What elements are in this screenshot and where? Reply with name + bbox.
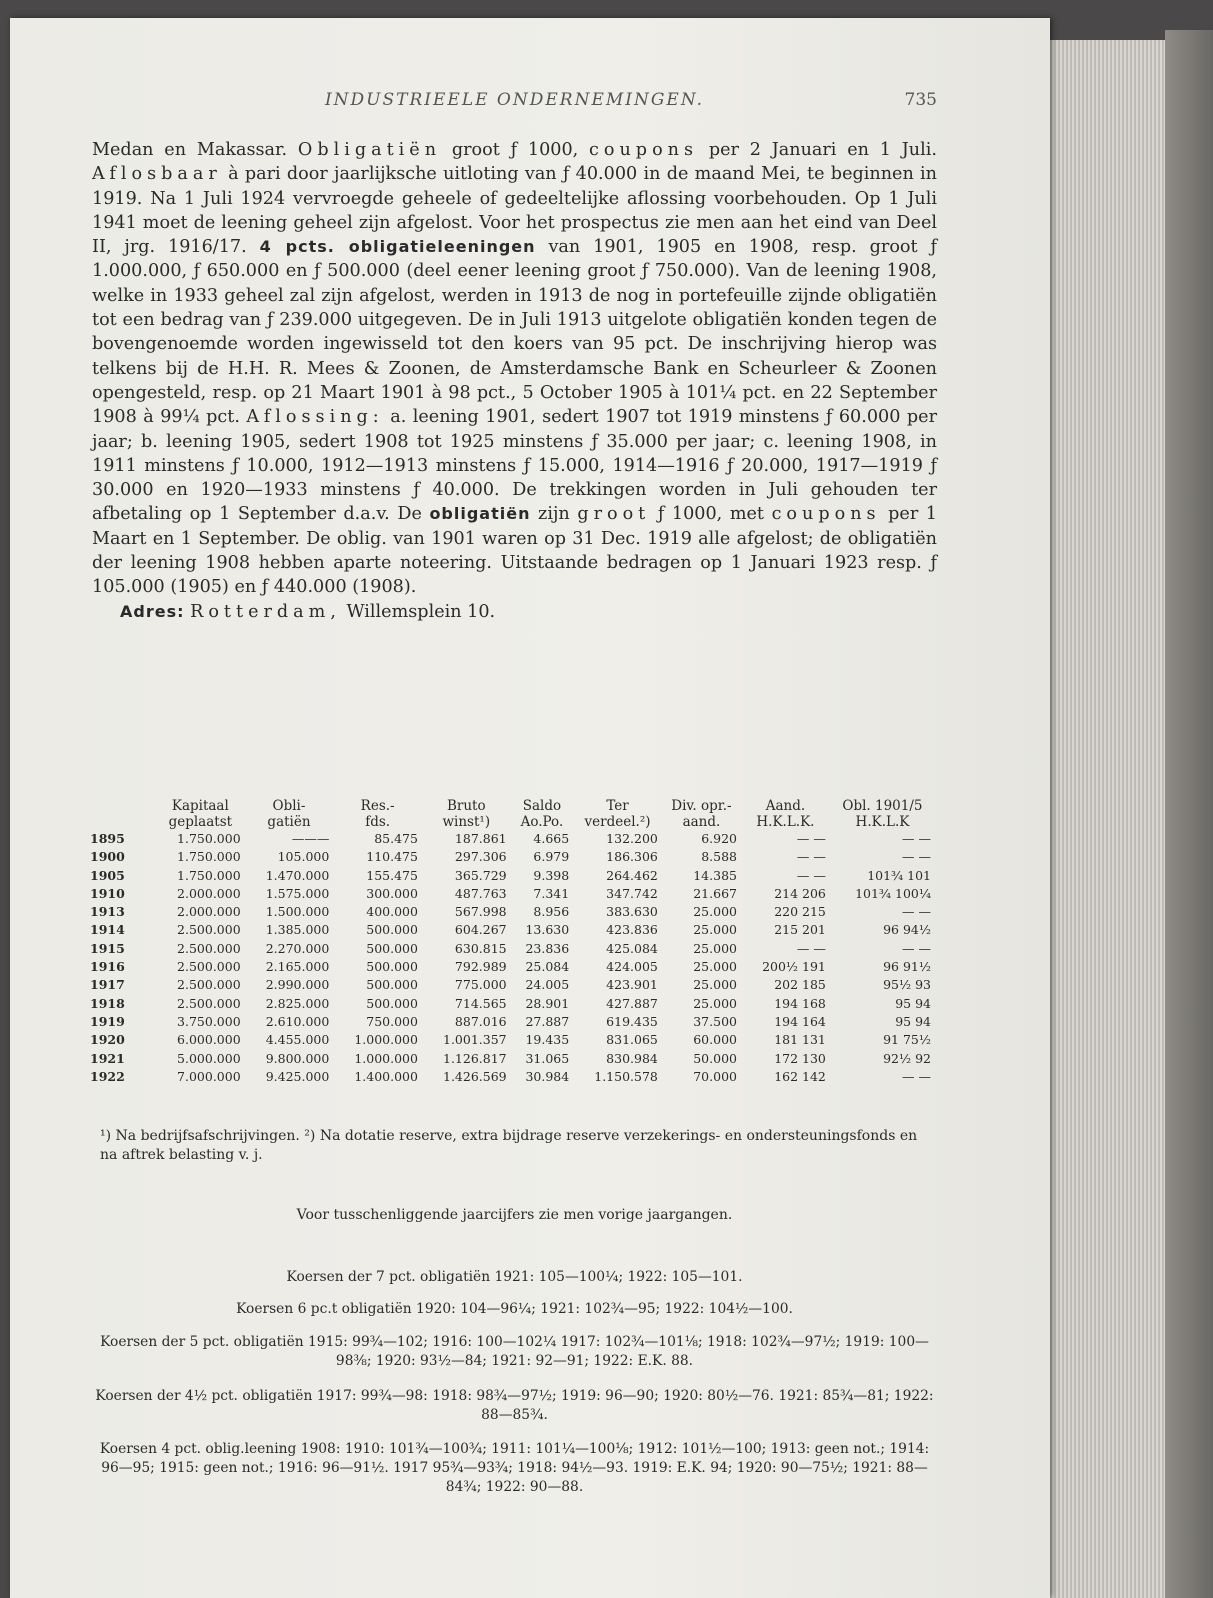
- table-cell: 23.836: [525, 940, 570, 956]
- koersen-line: Koersen der 7 pct. obligatiën 1921: 105—100¼; 1922: 105—101.: [286, 1269, 743, 1285]
- running-header: [92, 90, 937, 110]
- table-cell: 25.000: [693, 904, 737, 920]
- table-cell: 1.426.569: [443, 1068, 507, 1084]
- bold-heading: 4 pcts. obligatieleeningen: [259, 237, 536, 257]
- spaced-word: coupons: [589, 140, 699, 160]
- spaced-word: Obligatiën: [297, 140, 442, 160]
- table-cell: — —: [796, 940, 826, 956]
- table-row: [90, 976, 935, 994]
- koersen-line: Koersen 4 pct. oblig.leening 1908: 1910: 101¾—100¾; 1911: 101¼—100⅛; 1912: 101½—100; 1913: geen not.; 1914: 96—95; 1915: geen not.; 1916: 96—91½. 1917 95¾—93¾; 1918: 94½—93. 1919: E.K. 94; 1920: 90—75½; 1921: 88—84¾; 1922: 90—88.: [99, 1441, 930, 1495]
- table-cell: 750.000: [366, 1013, 418, 1029]
- table-cell: 110.475: [366, 849, 418, 865]
- table-cell: 172 130: [774, 1050, 826, 1066]
- column-header: Obli- gatiën: [267, 798, 311, 830]
- table-cell: 2.500.000: [177, 940, 241, 956]
- table-cell: — —: [796, 867, 826, 883]
- year-cell: 1915: [90, 940, 125, 956]
- table-cell: 162 142: [774, 1068, 826, 1084]
- table-cell: 24.005: [525, 977, 570, 993]
- address-street: Willemsplein 10.: [340, 601, 496, 622]
- table-cell: 604.267: [454, 922, 507, 938]
- table-cell: 792.989: [454, 959, 507, 975]
- table-cell: 775.000: [454, 977, 507, 993]
- table-cell: — —: [796, 831, 826, 846]
- body-paragraph: [92, 138, 937, 624]
- table-row: [90, 830, 935, 848]
- table-cell: 500.000: [366, 977, 418, 993]
- table-cell: 60.000: [693, 1032, 737, 1048]
- table-cell: 2.825.000: [265, 995, 330, 1011]
- table-cell: 9.425.000: [265, 1068, 330, 1084]
- header-title: INDUSTRIEELE ONDERNEMINGEN.: [324, 90, 705, 110]
- table-cell: 830.984: [606, 1050, 658, 1066]
- body-text: ƒ 1000, met: [650, 504, 772, 525]
- address-city: Rotterdam,: [190, 601, 341, 622]
- table-cell: 1.126.817: [443, 1050, 507, 1066]
- page-number: 735: [904, 90, 937, 110]
- table-body: [90, 830, 935, 1086]
- body-text: a. leening 1901, sedert 1907 tot 1919 minstens ƒ 60.000 per jaar; b. leening 1905, sedert 1908 tot 1925 minstens ƒ 35.000 per jaar; c. leening 1908, in 1911 minstens ƒ 10.000, 1912—1913 minstens ƒ 15.000, 1914—1916 ƒ 20.000, 1917—1919 ƒ 30.000 en 1920—1933 minstens ƒ 40.000. De trekkingen worden in Juli gehouden ter afbetaling op 1 September d.a.v. De: [92, 407, 937, 525]
- table-cell: 6.920: [701, 831, 737, 846]
- column-header: Kapitaal geplaatst: [168, 798, 233, 830]
- spaced-word: coupons: [771, 504, 881, 525]
- table-cell: 200½ 191: [762, 959, 826, 975]
- table-cell: 9.800.000: [265, 1050, 330, 1066]
- table-cell: 1.001.357: [443, 1032, 507, 1048]
- table-cell: 487.763: [454, 885, 507, 901]
- column-header: [90, 798, 156, 830]
- table-cell: 95½ 93: [883, 977, 931, 993]
- table-cell: 132.200: [606, 831, 658, 846]
- table-cell: 31.065: [525, 1050, 570, 1066]
- table-cell: 14.385: [693, 867, 737, 883]
- table-cell: 2.000.000: [177, 885, 241, 901]
- year-cell: 1916: [90, 959, 125, 975]
- year-cell: 1905: [90, 867, 125, 883]
- table-cell: 365.729: [454, 867, 507, 883]
- table-cell: 630.815: [454, 940, 507, 956]
- table-row: [90, 940, 935, 958]
- table-cell: 297.306: [454, 849, 507, 865]
- year-cell: 1922: [90, 1068, 125, 1084]
- table-cell: 2.270.000: [265, 940, 330, 956]
- table-cell: 2.500.000: [177, 977, 241, 993]
- table-row: [90, 1068, 935, 1086]
- table-cell: — —: [902, 831, 931, 846]
- table-cell: 8.956: [533, 904, 570, 920]
- table-cell: 500.000: [366, 995, 418, 1011]
- body-text: per 2 Januari en 1 Juli.: [698, 140, 937, 160]
- table-cell: 264.462: [606, 867, 658, 883]
- column-header: Saldo Ao.Po.: [520, 798, 564, 830]
- table-cell: 2.165.000: [265, 959, 330, 975]
- table-cell: 831.065: [606, 1032, 658, 1048]
- body-text: Medan en Makassar.: [92, 140, 298, 160]
- table-cell: 8.588: [701, 849, 737, 865]
- column-header: Bruto winst¹): [442, 798, 491, 830]
- footnote: ¹) Na bedrijfsafschrijvingen. ²) Na dotatie reserve, extra bijdrage reserve verzekerings- en ondersteuningsfonds en na aftrek belasting v. j.: [100, 1128, 918, 1163]
- table-cell: 2.610.000: [265, 1013, 330, 1029]
- koersen-line: Koersen der 4½ pct. obligatiën 1917: 99¾—98: 1918: 98¾—97½; 1919: 96—90; 1920: 80½—76. 1921: 85¾—81; 1922: 88—85¾.: [95, 1388, 934, 1423]
- body-text: à pari door jaarlijksche uitloting van ƒ 40.000 in de maand Mei, te beginnen in 1919. Na 1 Juli 1924 vervroegde geheele of gedeeltelijke aflossing voorbehouden. Op 1 Juli 1941 moet de leening geheel zijn afgelost. Voor het prospectus zie men aan het eind van Deel II, jrg. 1916/17.: [92, 164, 937, 258]
- table-cell: 427.887: [606, 995, 658, 1011]
- table-cell: 400.000: [366, 904, 418, 920]
- year-cell: 1900: [90, 849, 125, 865]
- table-row: [90, 885, 935, 903]
- table-cell: 96 94½: [883, 922, 931, 938]
- koersen-line: Koersen 6 pc.t obligatiën 1920: 104—96¼; 1921: 102¾—95; 1922: 104½—100.: [236, 1301, 793, 1317]
- table-cell: 25.000: [693, 922, 737, 938]
- table-cell: ———: [291, 831, 330, 846]
- table-row: [90, 903, 935, 921]
- year-cell: 1919: [90, 1013, 125, 1029]
- year-cell: 1914: [90, 922, 125, 938]
- table-cell: 4.455.000: [265, 1032, 330, 1048]
- table-cell: 424.005: [606, 959, 658, 975]
- table-cell: — —: [902, 904, 931, 920]
- year-cell: 1918: [90, 995, 125, 1011]
- table-cell: 714.565: [454, 995, 507, 1011]
- table-cell: 5.000.000: [177, 1050, 241, 1066]
- table-cell: 9.398: [533, 867, 570, 883]
- address-label: Adres:: [120, 601, 185, 621]
- table-cell: 7.341: [533, 885, 570, 901]
- body-text: per 1 Maart en 1 September. De oblig. van 1901 waren op 31 Dec. 1919 alle afgelost; de obligatiën der leening 1908 hebben aparte noteering. Uitstaande bedragen op 1 Januari 1923 resp. ƒ 105.000 (1905) en ƒ 440.000 (1908).: [92, 504, 937, 598]
- table-cell: 4.665: [533, 831, 570, 846]
- table-cell: 25.000: [693, 940, 737, 956]
- table-cell: 215 201: [774, 922, 826, 938]
- table-cell: 28.901: [525, 995, 570, 1011]
- table-cell: 187.861: [454, 831, 507, 846]
- table-cell: — —: [902, 1068, 931, 1084]
- table-cell: 95 94: [895, 1013, 931, 1029]
- table-cell: 1.500.000: [265, 904, 330, 920]
- table-cell: 37.500: [693, 1013, 737, 1029]
- table-cell: 2.000.000: [177, 904, 241, 920]
- table-cell: 96 91½: [883, 959, 931, 975]
- table-cell: 202 185: [774, 977, 826, 993]
- year-cell: 1920: [90, 1032, 125, 1048]
- table-cell: 3.750.000: [177, 1013, 241, 1029]
- table-cell: 27.887: [525, 1013, 570, 1029]
- financial-table: [90, 798, 935, 1086]
- table-cell: 194 164: [774, 1013, 826, 1029]
- table-cell: 2.500.000: [177, 922, 241, 938]
- year-cell: 1895: [90, 831, 125, 846]
- table-row: [90, 995, 935, 1013]
- table-cell: 2.500.000: [177, 959, 241, 975]
- table-header-row: [90, 798, 935, 830]
- spaced-word: Aflossing:: [246, 407, 384, 428]
- table-cell: 30.984: [525, 1068, 570, 1084]
- table-cell: 1.750.000: [177, 867, 241, 883]
- body-text: groot ƒ 1000,: [441, 140, 590, 160]
- table-cell: 105.000: [277, 849, 330, 865]
- table-cell: 91 75½: [883, 1032, 931, 1048]
- table-cell: 85.475: [374, 831, 418, 846]
- table-cell: 155.475: [366, 867, 418, 883]
- table-row: [90, 958, 935, 976]
- table-cell: 101¾ 101: [867, 867, 931, 883]
- table-cell: 19.435: [525, 1032, 570, 1048]
- table-cell: 347.742: [606, 885, 658, 901]
- table-cell: 619.435: [606, 1013, 658, 1029]
- table-cell: 423.901: [606, 977, 658, 993]
- table-cell: 887.016: [454, 1013, 507, 1029]
- book-binding-shadow: [1165, 30, 1213, 1598]
- year-cell: 1921: [90, 1050, 125, 1066]
- table-cell: 95 94: [895, 995, 931, 1011]
- table-cell: 50.000: [693, 1050, 737, 1066]
- spaced-word: groot: [577, 504, 651, 525]
- table-cell: 25.084: [525, 959, 570, 975]
- table-cell: — —: [796, 849, 826, 865]
- table-cell: 500.000: [366, 922, 418, 938]
- table-cell: 25.000: [693, 995, 737, 1011]
- table-cell: 1.150.578: [594, 1068, 658, 1084]
- table-cell: 6.000.000: [177, 1032, 241, 1048]
- table-cell: 1.000.000: [354, 1050, 418, 1066]
- column-header: Div. opr.- aand.: [671, 798, 732, 830]
- table-cell: 1.750.000: [177, 849, 241, 865]
- column-header: Res.- fds.: [360, 798, 395, 830]
- table-cell: 70.000: [693, 1068, 737, 1084]
- table-cell: 25.000: [693, 977, 737, 993]
- table-cell: 6.979: [533, 849, 570, 865]
- table-cell: 25.000: [693, 959, 737, 975]
- table-cell: 1.000.000: [354, 1032, 418, 1048]
- table-cell: 92½ 92: [883, 1050, 931, 1066]
- table-row: [90, 1031, 935, 1049]
- table-cell: 101¾ 100¼: [855, 885, 931, 901]
- table-cell: 214 206: [774, 885, 826, 901]
- table-row: [90, 921, 935, 939]
- body-text: zijn: [530, 504, 578, 525]
- column-header: Ter verdeel.²): [584, 798, 651, 830]
- spaced-word: Aflosbaar: [92, 164, 222, 185]
- table-cell: 500.000: [366, 959, 418, 975]
- table-row: [90, 867, 935, 885]
- table-cell: 1.750.000: [177, 831, 241, 846]
- table-row: [90, 848, 935, 866]
- table-cell: — —: [902, 940, 931, 956]
- table-cell: 186.306: [606, 849, 658, 865]
- table-row: [90, 1013, 935, 1031]
- table-cell: 1.385.000: [265, 922, 330, 938]
- table-cell: 300.000: [366, 885, 418, 901]
- table-cell: 500.000: [366, 940, 418, 956]
- table-cell: 2.500.000: [177, 995, 241, 1011]
- table-cell: 13.630: [525, 922, 570, 938]
- table-cell: 567.998: [454, 904, 507, 920]
- table-cell: 181 131: [774, 1032, 826, 1048]
- note-previous-years: Voor tusschenliggende jaarcijfers zie men vorige jaargangen.: [296, 1207, 733, 1223]
- year-cell: 1913: [90, 904, 125, 920]
- table-cell: 1.400.000: [354, 1068, 418, 1084]
- table-cell: 1.575.000: [265, 885, 330, 901]
- table-cell: — —: [902, 849, 931, 865]
- table-cell: 423.836: [606, 922, 658, 938]
- column-header: Aand. H.K.L.K.: [756, 798, 815, 830]
- year-cell: 1917: [90, 977, 125, 993]
- year-cell: 1910: [90, 885, 125, 901]
- table-cell: 7.000.000: [177, 1068, 241, 1084]
- body-text: van 1901, 1905 en 1908, resp. groot ƒ 1.000.000, ƒ 650.000 en ƒ 500.000 (deel eener leening groot ƒ 750.000). Van de leening 1908, welke in 1933 geheel zal zijn afgelost, werden in 1913 de nog in portefeuille zijnde obligatiën tot een bedrag van ƒ 239.000 uitgegeven. De in Juli 1913 uitgelote obligatiën konden tegen de bovengenoemde worden ingewisseld tot den koers van 95 pct. De inschrijving hierop was telkens bij de H.H. R. Mees & Zoonen, de Amsterdamsche Bank en Scheurleer & Zoonen opengesteld, resp. op 21 Maart 1901 à 98 pct., 5 October 1905 à 101¼ pct. en 22 September 1908 à 99¼ pct.: [92, 237, 937, 428]
- table-cell: 21.667: [693, 885, 737, 901]
- koersen-line: Koersen der 5 pct. obligatiën 1915: 99¾—102; 1916: 100—102¼ 1917: 102¾—101⅛; 1918: 102¾—97½; 1919: 100—98⅜; 1920: 93½—84; 1921: 92—91; 1922: E.K. 88.: [100, 1334, 929, 1369]
- table-cell: 383.630: [606, 904, 658, 920]
- table-cell: 194 168: [774, 995, 826, 1011]
- table-cell: 220 215: [774, 904, 826, 920]
- table-row: [90, 1050, 935, 1068]
- bold-heading: obligatiën: [429, 504, 531, 524]
- table-cell: 425.084: [606, 940, 658, 956]
- table-cell: 1.470.000: [265, 867, 330, 883]
- table-cell: 2.990.000: [265, 977, 330, 993]
- column-header: Obl. 1901/5 H.K.L.K: [842, 798, 923, 830]
